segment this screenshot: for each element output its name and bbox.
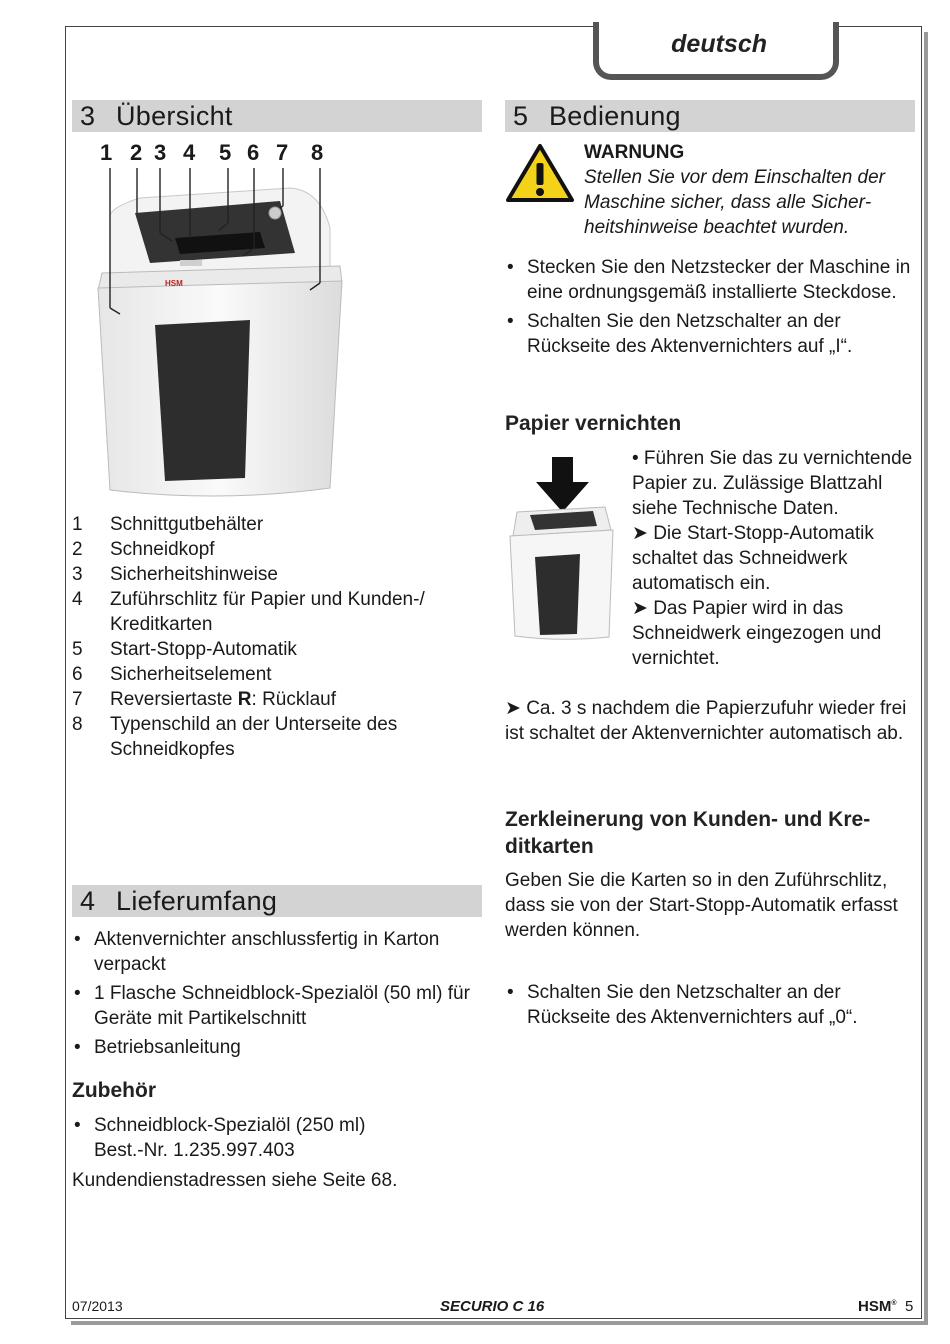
delivery-list bbox=[72, 927, 482, 1064]
language-tab bbox=[593, 22, 839, 80]
section-title: Übersicht bbox=[116, 101, 233, 131]
list-item: • Schalten Sie den Netzschalter an der Rückseite des Aktenvernichters auf „0“. bbox=[505, 980, 915, 1030]
section-number: 4 bbox=[80, 886, 96, 916]
warning-block bbox=[584, 140, 919, 240]
callout-number: 1 bbox=[100, 140, 113, 165]
list-item: • Schalten Sie den Netzschalter an der Rückseite des Aktenvernichters auf „I“. bbox=[505, 309, 915, 359]
shred-feed-step: • Führen Sie das zu vernichtende Papier zu. Zulässige Blattzahl siehe Technische Daten. bbox=[632, 448, 913, 519]
cards-text: Geben Sie die Karten so in den Zuführschlitz, dass sie von der Start-Stopp-Automatik erfasst werden können. bbox=[505, 870, 898, 941]
section-heading-operation bbox=[505, 100, 915, 132]
list-item: 8 Typenschild an der Unterseite des Schneidkopfes bbox=[72, 714, 398, 760]
page-number: 5 bbox=[905, 1298, 914, 1315]
cards-heading: Zerkleinerung von Kunden- und Kreditkarten bbox=[505, 808, 871, 858]
parts-list bbox=[72, 512, 482, 762]
section-title: Lieferumfang bbox=[116, 886, 278, 916]
callout-number: 6 bbox=[247, 140, 260, 165]
shredder-feed-illustration bbox=[505, 452, 620, 642]
power-on-steps bbox=[505, 255, 915, 363]
callout-number: 4 bbox=[183, 140, 196, 165]
callout-number: 8 bbox=[311, 140, 324, 165]
list-item: 5 Start-Stopp-Automatik bbox=[72, 639, 297, 660]
shredder-window bbox=[155, 320, 250, 481]
list-item: • Stecken Sie den Netzstecker der Maschine in eine ordnungsgemäß installierte Steckdose. bbox=[505, 255, 915, 305]
list-item: 1 Schnittgutbehälter bbox=[72, 514, 264, 535]
service-note: Kundendienstadressen siehe Seite 68. bbox=[72, 1170, 398, 1191]
list-item: 6 Sicherheitselement bbox=[72, 664, 272, 685]
callout-number: 2 bbox=[130, 140, 143, 165]
list-item: • Betriebsanleitung bbox=[72, 1035, 482, 1060]
section-number: 3 bbox=[80, 101, 96, 131]
power-off-steps bbox=[505, 980, 915, 1034]
arrow-icon: ➤ bbox=[632, 523, 654, 544]
footer-brand-logo: HSM® bbox=[858, 1298, 897, 1315]
section-number: 5 bbox=[513, 101, 529, 131]
shred-result: ➤ Das Papier wird in das Schneidwerk eingezogen und vernichtet. bbox=[632, 598, 882, 669]
accessories-list bbox=[72, 1113, 482, 1167]
callout-number: 3 bbox=[154, 140, 167, 165]
section-heading-overview bbox=[72, 100, 482, 132]
list-item: 2 Schneidkopf bbox=[72, 539, 215, 560]
feed-arrow-icon bbox=[536, 457, 589, 512]
list-item: 3 Sicherheitshinweise bbox=[72, 564, 278, 585]
callout-number: 7 bbox=[276, 140, 289, 165]
list-item: • 1 Flasche Schneidblock-Spezialöl (50 ml) für Geräte mit Partikelschnitt bbox=[72, 981, 482, 1031]
language-label: deutsch bbox=[671, 30, 767, 58]
warning-icon bbox=[505, 143, 575, 203]
list-item: • Aktenvernichter anschlussfertig in Karton verpackt bbox=[72, 927, 482, 977]
section-title: Bedienung bbox=[549, 101, 681, 131]
list-item: 7 Reversiertaste R: Rücklauf bbox=[72, 689, 336, 710]
section-heading-delivery bbox=[72, 885, 482, 917]
shred-result-autooff: ➤ Ca. 3 s nachdem die Papierzufuhr wieder frei ist schaltet der Aktenvernichter automatisch ab. bbox=[505, 698, 907, 744]
shred-result: ➤ Die Start-Stopp-Automatik schaltet das Schneidwerk automatisch ein. bbox=[632, 523, 874, 594]
footer-model: SECURIO C 16 bbox=[440, 1298, 545, 1315]
list-item: • Schneidblock-Spezialöl (250 ml) Best.-Nr. 1.235.997.403 bbox=[72, 1113, 482, 1163]
arrow-icon: ➤ bbox=[632, 598, 654, 619]
warning-text: Stellen Sie vor dem Einschalten der Maschine sicher, dass alle Sicherheitshinweise beachtet wurden. bbox=[584, 167, 885, 238]
shred-paper-heading: Papier vernichten bbox=[505, 412, 682, 435]
shred-instructions bbox=[632, 446, 917, 671]
callout-number: 5 bbox=[219, 140, 232, 165]
footer-date: 07/2013 bbox=[72, 1298, 123, 1314]
warning-title: WARNUNG bbox=[584, 142, 685, 163]
arrow-icon: ➤ bbox=[505, 698, 527, 719]
accessories-heading: Zubehör bbox=[72, 1079, 156, 1102]
shredder-illustration bbox=[80, 168, 360, 503]
device-brand-text: HSM bbox=[165, 279, 183, 288]
list-item: 4 Zuführschlitz für Papier und Kunden-/ Kreditkarten bbox=[72, 589, 425, 635]
